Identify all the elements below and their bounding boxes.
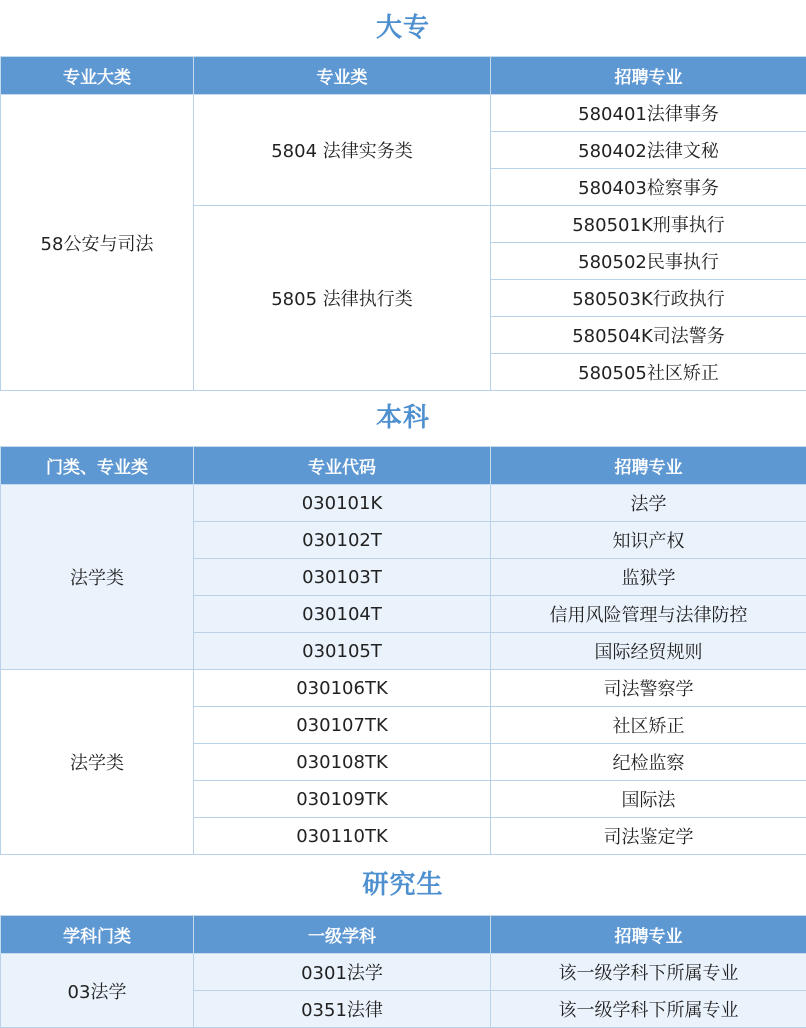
dazhuan-header-row bbox=[1, 57, 806, 95]
major-cell: 信用风险管理与法律防控 bbox=[491, 596, 806, 633]
header-major-code: 专业代码 bbox=[194, 447, 491, 485]
header-first-level-subject: 一级学科 bbox=[194, 916, 491, 954]
major-cell: 该一级学科下所属专业 bbox=[491, 991, 806, 1028]
benke-title: 本科 bbox=[0, 391, 806, 446]
subject-category-cell: 03法学 bbox=[1, 954, 194, 1028]
major-code-cell: 030107TK bbox=[194, 707, 491, 744]
first-level-subject-cell: 0351法律 bbox=[194, 991, 491, 1028]
major-cell: 580402法律文秘 bbox=[491, 132, 806, 169]
major-class-cell: 5805 法律执行类 bbox=[194, 206, 491, 391]
yanjiusheng-title: 研究生 bbox=[0, 855, 806, 915]
yanjiusheng-section bbox=[0, 855, 806, 1028]
major-code-cell: 030101K bbox=[194, 485, 491, 522]
major-cell: 580503K行政执行 bbox=[491, 280, 806, 317]
table-row bbox=[1, 485, 806, 522]
major-code-cell: 030109TK bbox=[194, 781, 491, 818]
major-code-cell: 030110TK bbox=[194, 818, 491, 855]
dazhuan-category-cell: 58公安与司法 bbox=[1, 95, 194, 391]
major-cell: 社区矫正 bbox=[491, 707, 806, 744]
discipline-class-cell: 法学类 bbox=[1, 485, 194, 670]
table-row bbox=[1, 95, 806, 132]
major-cell: 580403检察事务 bbox=[491, 169, 806, 206]
dazhuan-title: 大专 bbox=[0, 0, 806, 56]
major-cell: 580504K司法警务 bbox=[491, 317, 806, 354]
major-code-cell: 030103T bbox=[194, 559, 491, 596]
dazhuan-section bbox=[0, 0, 806, 391]
yanjiusheng-header-row bbox=[1, 916, 806, 954]
header-discipline-class: 门类、专业类 bbox=[1, 447, 194, 485]
yanjiusheng-table bbox=[0, 915, 806, 1028]
major-code-cell: 030105T bbox=[194, 633, 491, 670]
table-row bbox=[1, 670, 806, 707]
major-cell: 国际经贸规则 bbox=[491, 633, 806, 670]
major-cell: 580502民事执行 bbox=[491, 243, 806, 280]
major-cell: 580501K刑事执行 bbox=[491, 206, 806, 243]
header-major-class: 专业类 bbox=[194, 57, 491, 95]
dazhuan-table bbox=[0, 56, 806, 391]
major-code-cell: 030106TK bbox=[194, 670, 491, 707]
major-cell: 司法警察学 bbox=[491, 670, 806, 707]
header-recruit-major: 招聘专业 bbox=[491, 57, 806, 95]
major-cell: 纪检监察 bbox=[491, 744, 806, 781]
major-class-cell: 5804 法律实务类 bbox=[194, 95, 491, 206]
major-cell: 司法鉴定学 bbox=[491, 818, 806, 855]
major-cell: 580505社区矫正 bbox=[491, 354, 806, 391]
major-cell: 法学 bbox=[491, 485, 806, 522]
major-cell: 该一级学科下所属专业 bbox=[491, 954, 806, 991]
header-subject-category: 学科门类 bbox=[1, 916, 194, 954]
major-cell: 监狱学 bbox=[491, 559, 806, 596]
header-recruit-major: 招聘专业 bbox=[491, 447, 806, 485]
header-major-category: 专业大类 bbox=[1, 57, 194, 95]
first-level-subject-cell: 0301法学 bbox=[194, 954, 491, 991]
benke-table bbox=[0, 446, 806, 855]
major-code-cell: 030108TK bbox=[194, 744, 491, 781]
benke-section bbox=[0, 391, 806, 855]
header-recruit-major: 招聘专业 bbox=[491, 916, 806, 954]
table-row bbox=[1, 954, 806, 991]
major-cell: 580401法律事务 bbox=[491, 95, 806, 132]
major-cell: 知识产权 bbox=[491, 522, 806, 559]
benke-header-row bbox=[1, 447, 806, 485]
discipline-class-cell: 法学类 bbox=[1, 670, 194, 855]
major-code-cell: 030102T bbox=[194, 522, 491, 559]
major-code-cell: 030104T bbox=[194, 596, 491, 633]
major-cell: 国际法 bbox=[491, 781, 806, 818]
